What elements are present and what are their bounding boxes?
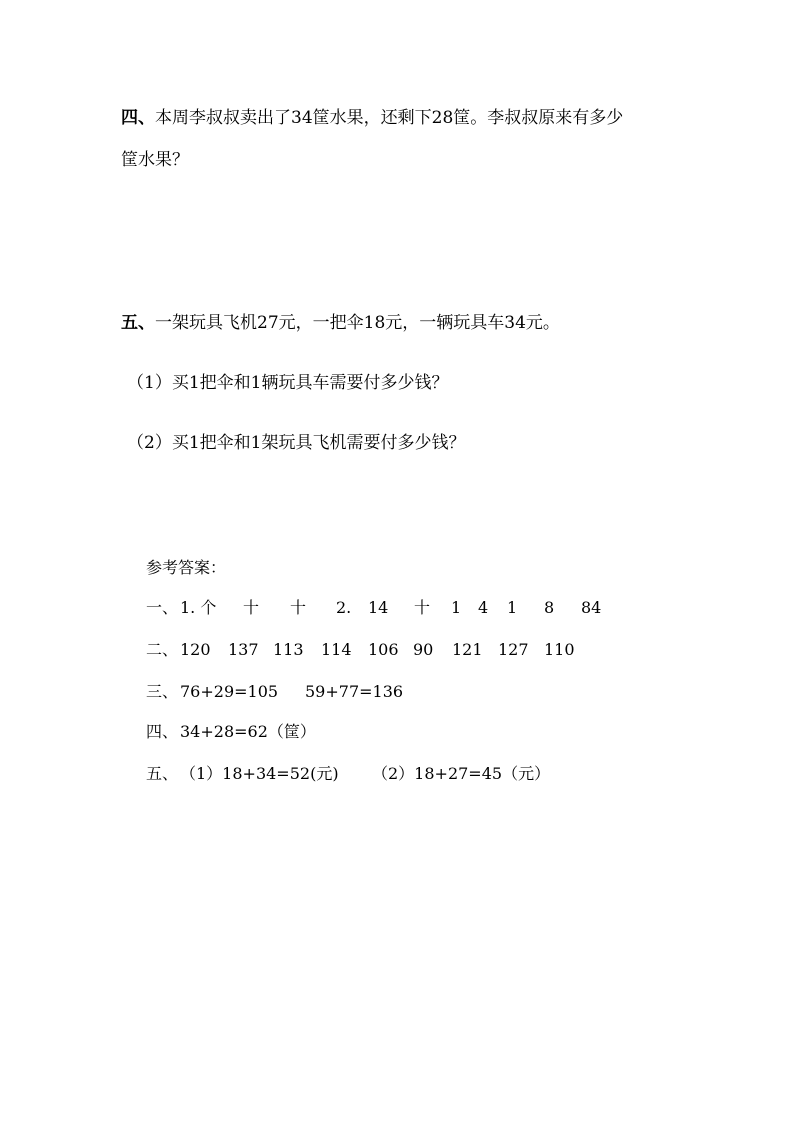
answer-item: 127 — [498, 640, 529, 659]
answer-item: 1. 个 — [180, 598, 217, 617]
answer-item: 120 — [180, 640, 211, 659]
answer-item: 十 — [414, 598, 431, 617]
answers-title: 参考答案： — [146, 558, 227, 577]
answer-item: 4 — [478, 598, 489, 617]
answer-item: 84 — [581, 598, 602, 617]
question-4-line-2: 筐水果？ — [121, 150, 189, 170]
answer-row-2-label: 二、 — [146, 640, 179, 659]
answer-row-5-label: 五、 — [146, 764, 179, 783]
answer-item: 110 — [544, 640, 575, 659]
answer-item: 1 — [451, 598, 462, 617]
answer-item: 113 — [273, 640, 304, 659]
answer-item: （2）18+27=45（元） — [372, 764, 551, 783]
answer-item: 90 — [413, 640, 434, 659]
answer-item: 106 — [368, 640, 399, 659]
question-5-text: 一架玩具飞机27元，一把伞18元，一辆玩具车34元。 — [155, 313, 560, 333]
question-5-number: 五、 — [121, 313, 155, 333]
answer-item: 137 — [228, 640, 259, 659]
answer-row-1-label: 一、 — [146, 598, 179, 617]
question-4-text: 本周李叔叔卖出了34筐水果，还剩下28筐。李叔叔原来有多少 — [155, 108, 624, 128]
answer-item: 十 — [243, 598, 260, 617]
question-4-line-1 — [121, 108, 623, 128]
question-5-sub-1: （1）买1把伞和1辆玩具车需要付多少钱？ — [127, 373, 449, 393]
answer-item: 114 — [321, 640, 352, 659]
answer-item: （1）18+34=52(元) — [180, 764, 339, 783]
answer-item: 2. — [336, 598, 352, 617]
answer-item: 14 — [368, 598, 389, 617]
answer-item: 59+77=136 — [305, 682, 404, 701]
answer-item: 1 — [507, 598, 518, 617]
question-5 — [121, 313, 560, 333]
answer-item: 121 — [452, 640, 483, 659]
answer-row-3-label: 三、 — [146, 682, 179, 701]
answer-item: 十 — [290, 598, 307, 617]
answer-row-4-label: 四、 — [146, 722, 179, 741]
answer-item: 34+28=62（筐） — [180, 722, 316, 741]
answer-item: 76+29=105 — [180, 682, 279, 701]
question-5-sub-2: （2）买1把伞和1架玩具飞机需要付多少钱？ — [127, 433, 466, 453]
question-4-number: 四、 — [121, 108, 155, 128]
answer-item: 8 — [544, 598, 555, 617]
